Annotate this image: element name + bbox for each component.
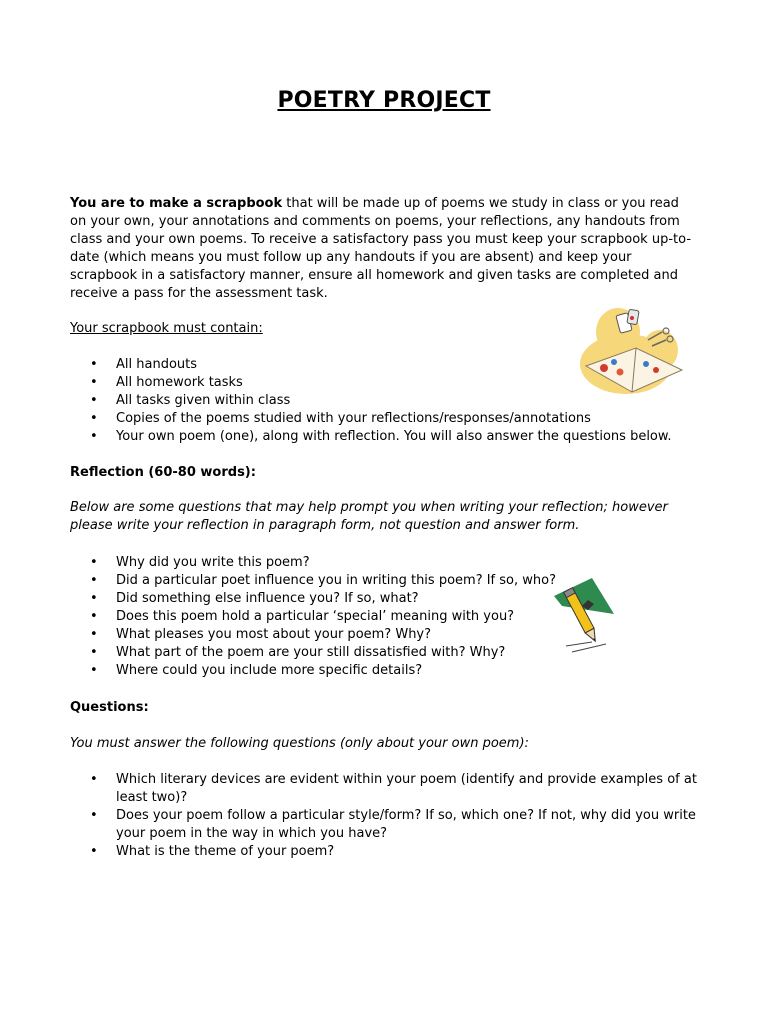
reflection-note: Below are some questions that may help prompt you when writing your reflection; however please write your reflection in paragraph form, not question and answer form. [70, 500, 668, 533]
list-item: • All homework tasks [70, 374, 710, 392]
page-title: POETRY PROJECT [277, 88, 491, 113]
list-item: • What pleases you most about your poem? Why? [70, 626, 710, 644]
list-item: • Your own poem (one), along with reflection. You will also answer the questions below. [70, 428, 710, 446]
reflection-heading: Reflection (60-80 words): [70, 465, 256, 480]
list-item: • Did a particular poet influence you in writing this poem? If so, who? [70, 572, 710, 590]
questions-list [70, 771, 710, 861]
intro-paragraph [70, 195, 698, 303]
questions-heading: Questions: [70, 700, 149, 715]
list-item: • All tasks given within class [70, 392, 710, 410]
list-item: • Which literary devices are evident within your poem (identify and provide examples of at least two)? [70, 771, 710, 807]
questions-note: You must answer the following questions (only about your own poem): [70, 736, 529, 751]
intro-text: that will be made up of poems we study in class or you read on your own, your annotations and comments on poems, your reflections, any handouts from class and your own poems. To receive a satisfactory pass you must keep your scrapbook up-to-date (which means you must follow up any handouts if you are absent) and keep your scrapbook in a satisfactory manner, ensure all homework and given tasks are completed and receive a pass for the assessment task. [70, 196, 692, 301]
list-item: • All handouts [70, 356, 710, 374]
contain-heading: Your scrapbook must contain: [70, 321, 263, 336]
list-item: • Where could you include more specific details? [70, 662, 710, 680]
intro-bold-lead: You are to make a scrapbook [70, 196, 283, 211]
list-item: • What is the theme of your poem? [70, 843, 710, 861]
list-item: • Does this poem hold a particular ‘special’ meaning with you? [70, 608, 710, 626]
list-item: • Does your poem follow a particular style/form? If so, which one? If not, why did you write your poem in the way in which you have? [70, 807, 710, 843]
list-item: • Why did you write this poem? [70, 554, 710, 572]
list-item: • Did something else influence you? If so, what? [70, 590, 710, 608]
scrapbook-clipart-icon [578, 304, 688, 396]
list-item: • What part of the poem are your still dissatisfied with? Why? [70, 644, 710, 662]
pencil-writing-clipart-icon [552, 576, 616, 660]
list-item: • Copies of the poems studied with your reflections/responses/annotations [70, 410, 710, 428]
